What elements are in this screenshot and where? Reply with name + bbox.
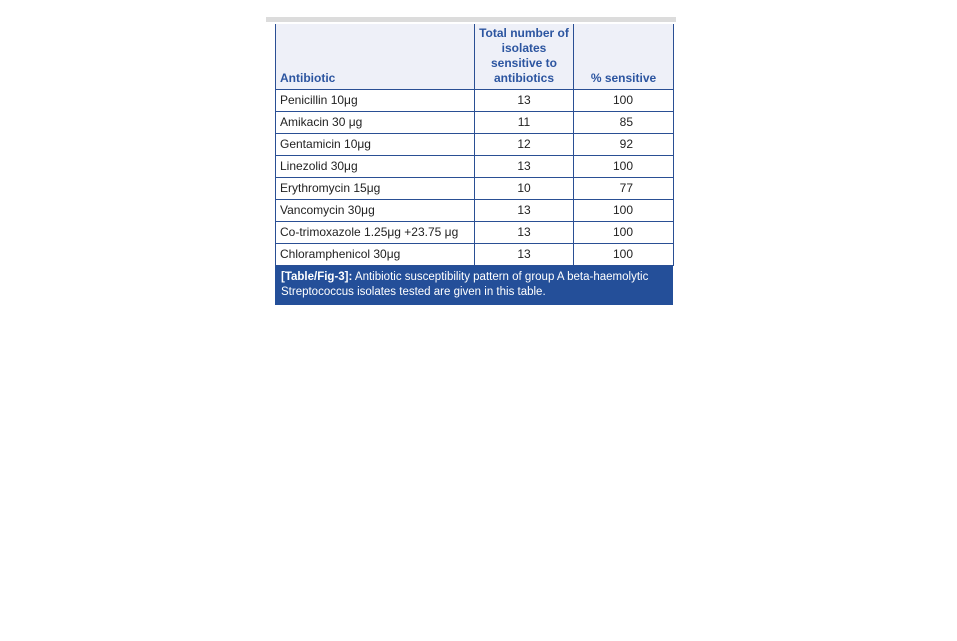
cell-antibiotic: Amikacin 30 μg (276, 112, 475, 134)
cell-antibiotic: Erythromycin 15μg (276, 178, 475, 200)
cell-total: 12 (475, 134, 574, 156)
cell-total: 13 (475, 222, 574, 244)
cell-total: 13 (475, 90, 574, 112)
header-total-isolates: Total number of isolates sensitive to antibiotics (475, 24, 574, 90)
cell-percent: 100 (574, 156, 674, 178)
cell-percent: 100 (574, 90, 674, 112)
cell-antibiotic: Linezolid 30μg (276, 156, 475, 178)
table-row (276, 90, 674, 112)
cell-percent: 85 (574, 112, 674, 134)
table-row (276, 156, 674, 178)
table-row (276, 134, 674, 156)
cell-total: 13 (475, 244, 574, 266)
header-percent-sensitive: % sensitive (574, 24, 674, 90)
cell-percent: 92 (574, 134, 674, 156)
table-row (276, 178, 674, 200)
cell-antibiotic: Co-trimoxazole 1.25μg +23.75 μg (276, 222, 475, 244)
cell-total: 13 (475, 200, 574, 222)
top-divider (266, 17, 676, 22)
antibiotic-table-figure (275, 24, 673, 305)
cell-antibiotic: Vancomycin 30μg (276, 200, 475, 222)
cell-percent: 100 (574, 244, 674, 266)
antibiotic-table (275, 24, 674, 266)
cell-antibiotic: Penicillin 10μg (276, 90, 475, 112)
cell-total: 10 (475, 178, 574, 200)
cell-total: 11 (475, 112, 574, 134)
table-caption (275, 266, 673, 305)
cell-total: 13 (475, 156, 574, 178)
table-row (276, 244, 674, 266)
cell-antibiotic: Gentamicin 10μg (276, 134, 475, 156)
cell-percent: 100 (574, 200, 674, 222)
table-header-row (276, 24, 674, 90)
cell-percent: 100 (574, 222, 674, 244)
caption-text: Antibiotic susceptibility pattern of group A beta-haemolytic Streptococcus isolates tested are given in this table. (281, 271, 649, 298)
header-antibiotic: Antibiotic (276, 24, 475, 90)
table-row (276, 112, 674, 134)
cell-antibiotic: Chloramphenicol 30μg (276, 244, 475, 266)
table-row (276, 200, 674, 222)
caption-label: [Table/Fig-3]: (281, 271, 353, 283)
table-row (276, 222, 674, 244)
cell-percent: 77 (574, 178, 674, 200)
